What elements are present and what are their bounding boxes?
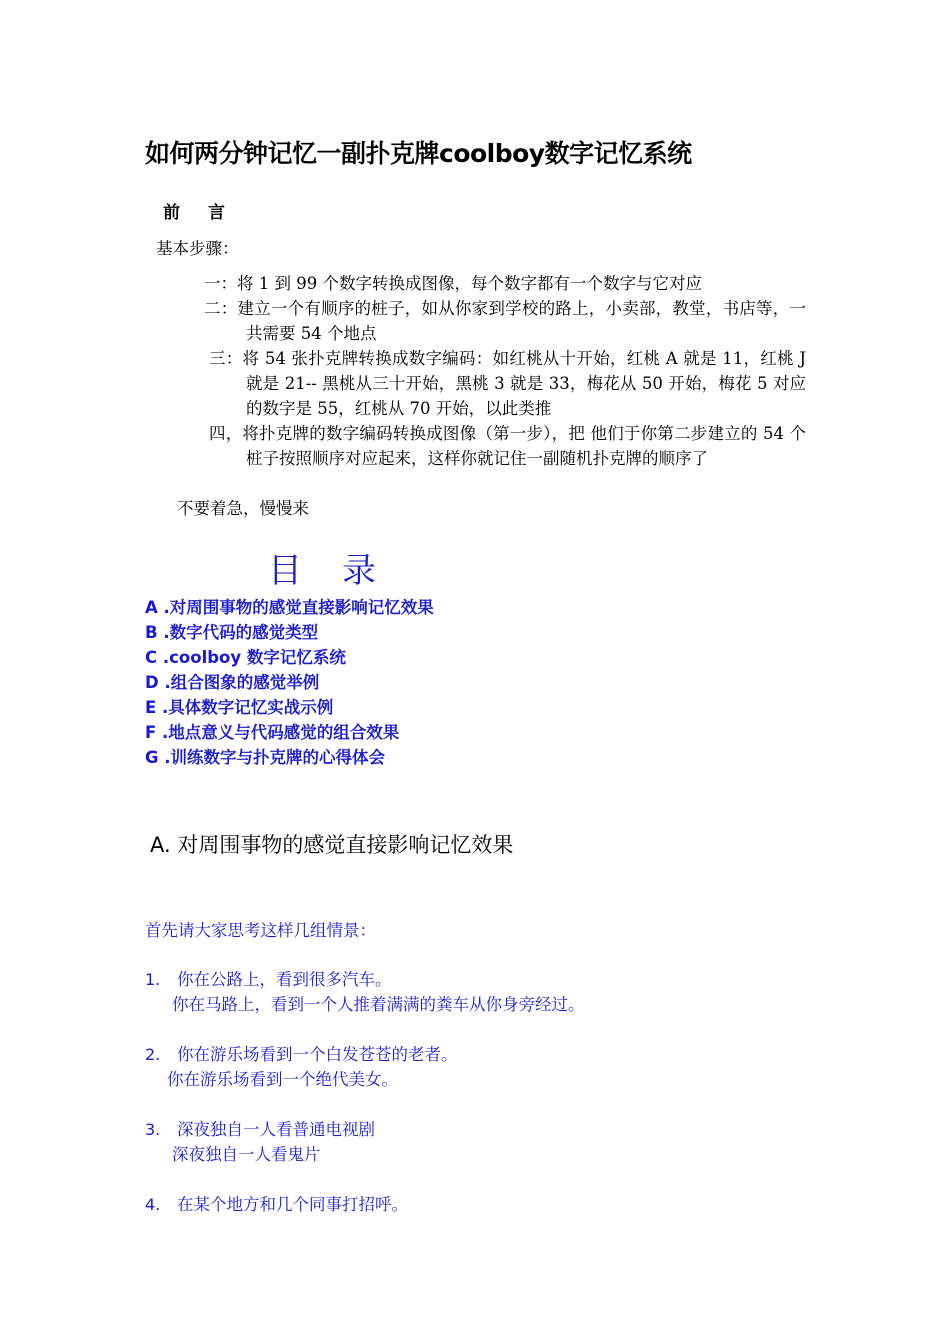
step-3: 三：将 54 张扑克牌转换成数字编码：如红桃从十开始，红桃 A 就是 11，红桃 J 就是 21-- 黑桃从三十开始，黑桃 3 就是 33，梅花从 50 开始，梅花 5 对应的数字是 55，红桃从 70 开始，以此类推 [209,349,806,418]
toc-heading: 目录 [268,551,416,591]
item-2-line-2: 你在游乐场看到一个绝代美女。 [167,1070,398,1089]
toc-link-a[interactable]: A .对周围事物的感觉直接影响记忆效果 [145,598,434,617]
toc-link-f[interactable]: F .地点意义与代码感觉的组合效果 [145,723,400,742]
toc-link-g[interactable]: G .训练数字与扑克牌的心得体会 [145,748,386,767]
step-1: 一：将 1 到 99 个数字转换成图像，每个数字都有一个数字与它对应 [204,274,702,293]
item-number-4: 4. [145,1195,161,1214]
item-3-line-1: 深夜独自一人看普通电视剧 [177,1120,375,1139]
document-title: 如何两分钟记忆一副扑克牌coolboy数字记忆系统 [145,139,692,168]
item-4-line-1: 在某个地方和几个同事打招呼。 [177,1195,408,1214]
item-1-line-2: 你在马路上，看到一个人推着满满的粪车从你身旁经过。 [172,995,585,1014]
toc-link-c[interactable]: C .coolboy 数字记忆系统 [145,648,346,667]
section-a-heading: A. 对周围事物的感觉直接影响记忆效果 [150,833,514,857]
table-of-contents [145,595,434,770]
item-3-line-2: 深夜独自一人看鬼片 [172,1145,321,1164]
toc-link-e[interactable]: E .具体数字记忆实战示例 [145,698,334,717]
toc-link-b[interactable]: B .数字代码的感觉类型 [145,623,319,642]
preface-heading: 前言 [163,203,253,223]
toc-link-d[interactable]: D .组合图象的感觉举例 [145,673,320,692]
item-number-1: 1. [145,970,161,989]
item-1-line-1: 你在公路上，看到很多汽车。 [177,970,392,989]
item-number-3: 3. [145,1120,161,1139]
closing-note: 不要着急，慢慢来 [177,499,309,518]
item-number-2: 2. [145,1045,161,1064]
step-2: 二：建立一个有顺序的桩子，如从你家到学校的路上，小卖部，教堂，书店等，一共需要 54 个地点 [204,299,806,343]
section-a-intro: 首先请大家思考这样几组情景： [145,921,376,940]
basic-steps-label: 基本步骤： [156,239,239,258]
item-2-line-1: 你在游乐场看到一个白发苍苍的老者。 [177,1045,458,1064]
step-4: 四，将扑克牌的数字编码转换成图像（第一步），把 他们于你第二步建立的 54 个桩子按照顺序对应起来，这样你就记住一副随机扑克牌的顺序了 [209,424,806,468]
